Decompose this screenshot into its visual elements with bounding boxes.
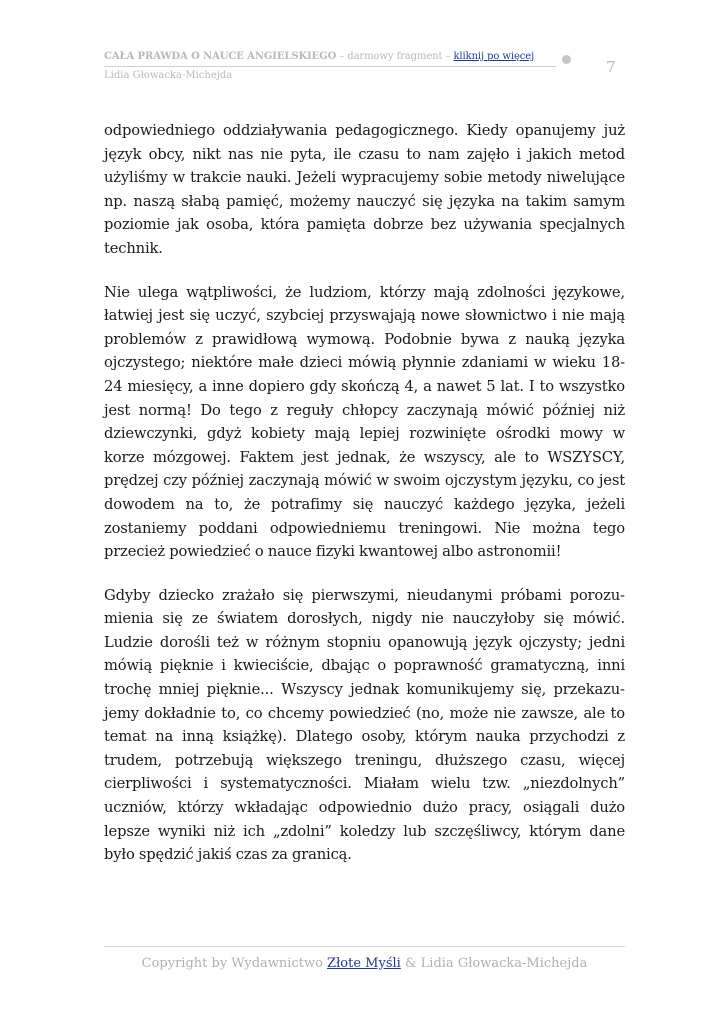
running-header [104, 50, 560, 81]
paragraph: Nie ulega wątpliwości, że ludziom, którzy mają zdolności językowe, łatwiej jest się uczyć, szybciej przyswajają nowe słownictwo i nie mają problemów z prawidłową wymową. Podobnie bywa z nauką języka ojczystego; niektóre małe dzieci mówią płynnie zdaniami w wieku 18-24 miesięcy, a inne dopiero gdy skończą 4, a nawet 5 lat. I to wszystko jest normą! Do tego z reguły chłopcy zaczynają mówić później niż dziewczynki, gdyż kobiety mają lepiej rozwinięte ośrodki mowy w korze mózgowej. Faktem jest jednak, że wszyscy, ale to WSZYSCY, prędzej czy później zaczynają mówić w swoim ojczystym języku, co jest dowodem na to, że potrafimy się nauczyć każdego języka, jeżeli zostaniemy poddani odpowiedniemu treningowi. Nie można tego przecież powiedzieć o nauce fizyki kwantowej albo astronomii! [104, 283, 625, 561]
more-link[interactable]: kliknij po więcej [453, 51, 535, 62]
paragraph: Gdyby dziecko zrażało się pierwszymi, nieudanymi próbami porozumienia się ze światem dorosłych, nigdy nie nauczyłoby się mówić. Ludzie dorośli też w różnym stopniu opanowują język ojczysty; jedni mówią pięknie i kwieciście, dbając o poprawność gramatyczną, inni trochę mniej pięknie... Wszyscy jednak komunikujemy się, przekazujemy dokładnie to, co chcemy powiedzieć (no, może nie zawsze, ale to temat na inną książkę). Dlatego osoby, którym nauka przychodzi z trudem, potrzebują większego treningu, dłuższego czasu, więcej cierpliwości i systematyczności. Miałam wielu tzw. „niezdolnych” uczniów, którzy wkładając odpowiednio dużo pracy, osiągali dużo lepsze wyniki niż ich „zdolni” koledzy lub szczęśliwcy, którym dane było spędzić jakiś czas za granicą. [104, 586, 625, 864]
bullet-dot-icon [562, 55, 571, 64]
header-separator: – [442, 51, 454, 62]
header-separator: – [336, 51, 348, 62]
header-title-line [104, 50, 560, 63]
page-number: 7 [606, 58, 616, 76]
page-body [104, 119, 625, 887]
copyright-suffix: & Lidia Głowacka-Michejda [400, 956, 588, 971]
copyright-prefix: Copyright by Wydawnictwo [141, 956, 328, 971]
book-title: CAŁA PRAWDA O NAUCE ANGIELSKIEGO [104, 51, 337, 62]
header-author: Lidia Głowacka-Michejda [104, 70, 233, 81]
fragment-label: darmowy fragment [347, 51, 443, 62]
footer-divider [104, 946, 625, 947]
paragraph: odpowiedniego oddziaływania pedagogicznego. Kiedy opanujemy już język obcy, nikt nas nie pyta, ile czasu to nam zajęło i jakich metod użyliśmy w trakcie nauki. Jeżeli wypracujemy sobie metody niwelujące np. naszą słabą pamięć, możemy nauczyć się języka na takim samym poziomie jak osoba, która pamięta dobrze bez używania specjalnych technik. [104, 122, 625, 257]
page-footer [104, 955, 625, 972]
header-divider [104, 66, 556, 67]
publisher-link[interactable]: Złote Myśli [327, 956, 401, 971]
